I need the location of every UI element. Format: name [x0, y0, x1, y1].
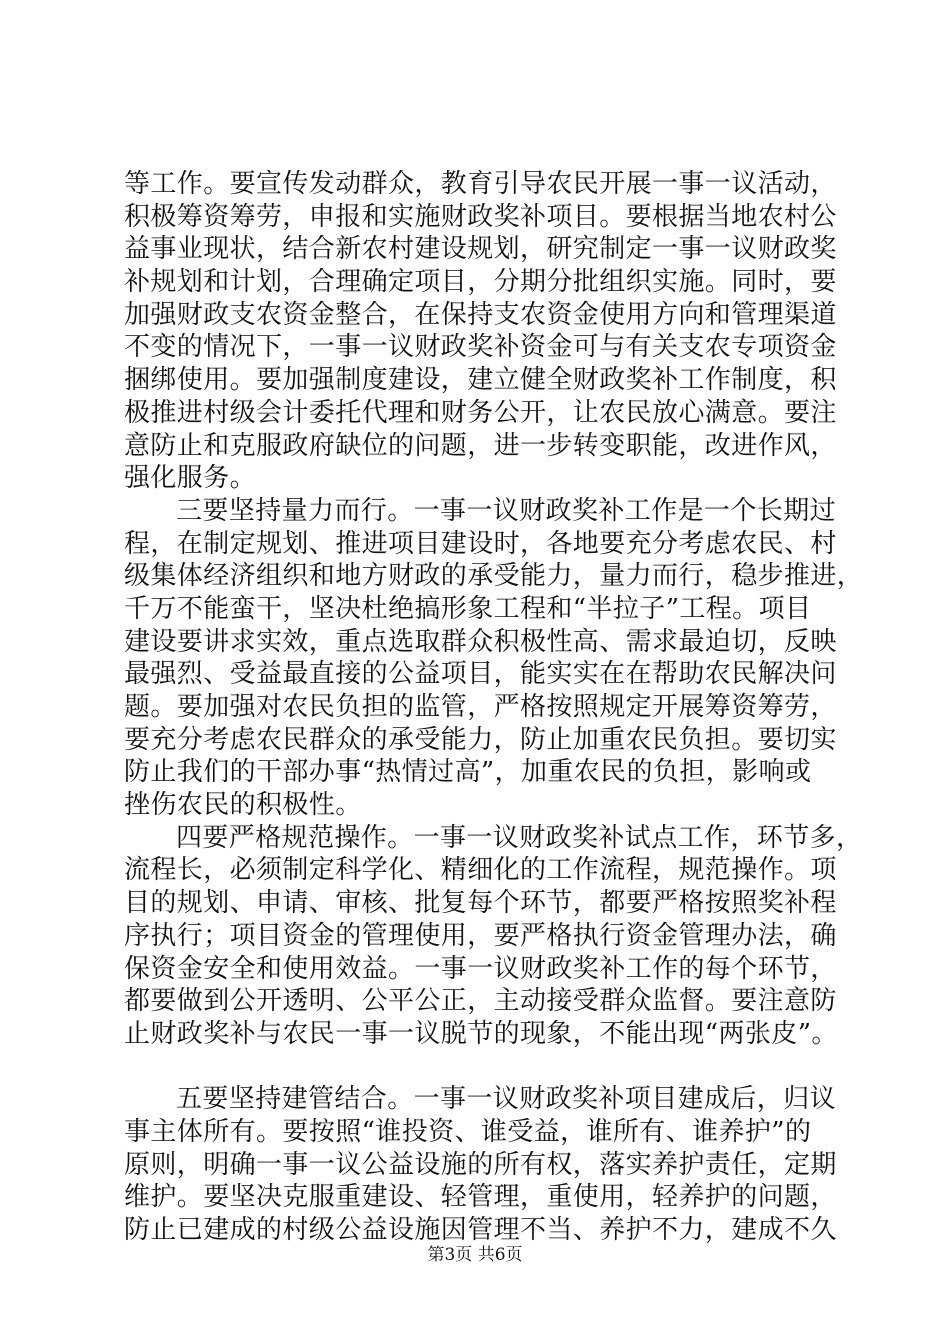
text-line: 强化服务。 [124, 463, 257, 494]
text-line: 补规划和计划，合理确定项目，分期分批组织实施。同时，要 [124, 267, 837, 298]
text-line: 意防止和克服政府缺位的问题，进一步转变职能，改进作风， [124, 430, 837, 461]
text-line: 最强烈、受益最直接的公益项目，能实实在在帮助农民解决问 [124, 659, 837, 690]
text-line: 益事业现状，结合新农村建设规划，研究制定一事一议财政奖 [124, 234, 837, 265]
paragraph [124, 495, 864, 822]
text-line: 三要坚持量力而行。一事一议财政奖补工作是一个长期过 [176, 495, 837, 526]
text-line: 题。要加强对农民负担的监管，严格按照规定开展筹资筹劳， [124, 692, 837, 722]
text-line: 级集体经济组织和地方财政的承受能力，量力而行，稳步推进， [124, 561, 864, 592]
text-line: 要充分考虑农民群众的承受能力，防止加重农民负担。要切实 [124, 724, 837, 755]
paragraph-gap [124, 1051, 836, 1084]
text-line: 五要坚持建管结合。一事一议财政奖补项目建成后，归议 [176, 1084, 837, 1115]
text-line: 原则，明确一事一议公益设施的所有权，落实养护责任，定期 [124, 1149, 837, 1180]
paragraph [124, 1083, 836, 1246]
text-line: 极推进村级会计委托代理和财务公开，让农民放心满意。要注 [124, 397, 837, 428]
text-line: 四要严格规范操作。一事一议财政奖补试点工作，环节多， [176, 822, 863, 853]
text-line: 程，在制定规划、推进项目建设时，各地要充分考虑农民、村 [124, 528, 837, 559]
page-footer [0, 1240, 950, 1265]
text-line: 建设要讲求实效，重点选取群众积极性高、需求最迫切，反映 [124, 626, 837, 657]
text-line: 维护。要坚决克服重建设、轻管理，重使用，轻养护的问题， [124, 1182, 837, 1213]
text-line: 防止我们的干部办事“热情过高”，加重农民的负担，影响或 [124, 757, 812, 788]
text-line: 事主体所有。要按照“谁投资、谁受益，谁所有、谁养护”的 [124, 1116, 812, 1147]
text-line: 保资金安全和使用效益。一事一议财政奖补工作的每个环节， [124, 953, 837, 984]
text-line: 序执行；项目资金的管理使用，要严格执行资金管理办法，确 [124, 920, 837, 951]
text-line: 加强财政支农资金整合，在保持支农资金使用方向和管理渠道 [124, 299, 837, 330]
text-line: 挫伤农民的积极性。 [124, 790, 362, 821]
text-line: 目的规划、申请、审核、批复每个环节，都要严格按照奖补程 [124, 888, 837, 919]
paragraph [124, 822, 863, 1051]
text-line: 捆绑使用。要加强制度建设，建立健全财政奖补工作制度，积 [124, 365, 837, 396]
text-line: 千万不能蛮干，坚决杜绝搞形象工程和“半拉子”工程。项目 [124, 593, 812, 624]
text-line: 防止已建成的村级公益设施因管理不当、养护不力，建成不久 [124, 1215, 837, 1245]
text-line: 都要做到公开透明、公平公正，主动接受群众监督。要注意防 [124, 986, 837, 1017]
page-number: 第3页 共6页 [427, 1245, 523, 1265]
document-body [124, 168, 864, 1247]
text-line: 积极筹资筹劳，申报和实施财政奖补项目。要根据当地农村公 [124, 201, 837, 232]
paragraph [124, 168, 836, 495]
text-line: 等工作。要宣传发动群众，教育引导农民开展一事一议活动， [124, 169, 837, 199]
text-line: 不变的情况下，一事一议财政奖补资金可与有关支农专项资金 [124, 332, 837, 363]
text-line: 流程长，必须制定科学化、精细化的工作流程，规范操作。项 [124, 855, 837, 886]
text-line: 止财政奖补与农民一事一议脱节的现象，不能出现“两张皮”。 [124, 1018, 838, 1049]
